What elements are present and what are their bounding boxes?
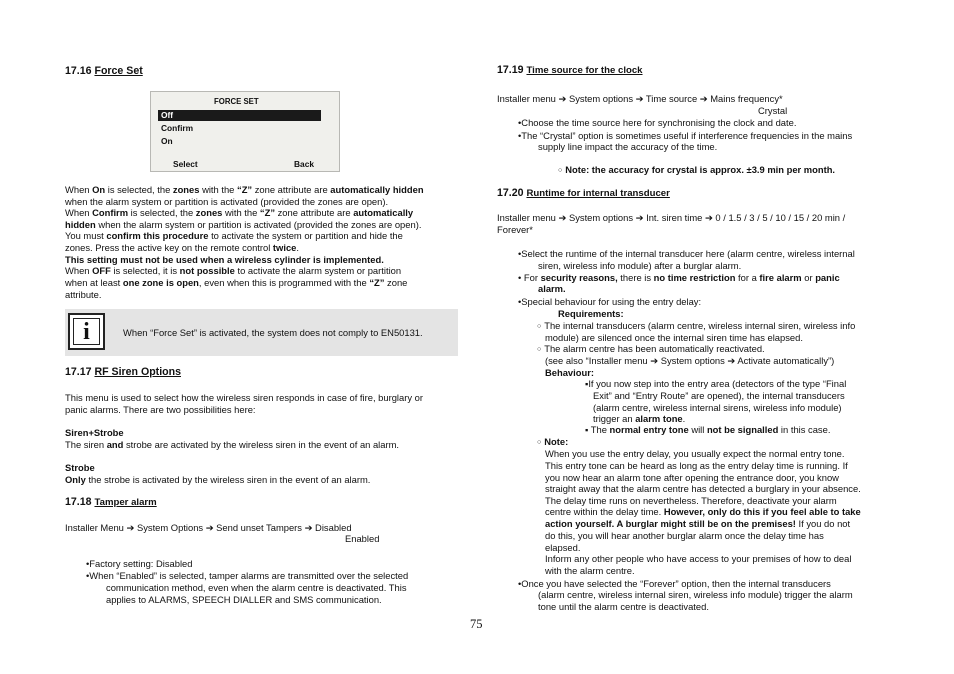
requirement-item: ○ The internal transducers (alarm centre, wireless internal siren, wireless info	[537, 320, 855, 333]
force-set-line	[65, 230, 403, 242]
section-heading-force-set: 17.16 Force Set	[65, 65, 143, 77]
force-set-run: when the alarm system or partition is activated (provided the zones are open).	[95, 219, 422, 230]
note-line: straight away that the alarm centre has detected a burglary in your absence.	[545, 483, 861, 494]
force-set-run: one zone is open	[122, 277, 199, 288]
note-line: elapsed.	[545, 542, 581, 553]
rf-paragraph-line: panic alarms. There are two possibilities here:	[65, 404, 256, 415]
strobe-text: Only the strobe is activated by the wireless siren in the event of an alarm.	[65, 474, 371, 485]
force-set-run: hidden	[65, 219, 96, 230]
note-line: This entry tone can be heard as long as the entry delay time is running. If	[545, 460, 848, 471]
requirement-line: module) are silenced once the internal siren time has elapsed.	[545, 332, 803, 343]
force-set-run: zones	[195, 207, 223, 218]
force-set-run: to activate the alarm system or partition	[234, 265, 402, 276]
tamper-bullet: • Factory setting: Disabled	[86, 558, 192, 570]
force-set-run: Confirm	[92, 207, 129, 218]
siren-strobe-heading: Siren+Strobe	[65, 427, 124, 438]
section-heading-tamper: 17.18 Tamper alarm	[65, 496, 157, 508]
force-set-line	[65, 277, 407, 289]
behaviour-heading: Behaviour:	[545, 367, 594, 378]
display-title: FORCE SET	[214, 97, 259, 106]
force-set-run: with the	[222, 207, 260, 218]
note-line: centre within the delay time. However, only do this if you feel able to take	[545, 506, 861, 517]
force-set-run: “Z”	[259, 207, 276, 218]
runtime-bullet: • Once you have selected the “Forever” option, then the internal transducers	[518, 578, 831, 590]
force-set-run: .	[296, 242, 299, 253]
force-set-run: is selected, it is	[110, 265, 180, 276]
requirements-heading: Requirements:	[558, 308, 624, 319]
time-bullet: • The “Crystal” option is sometimes useful if interference frequencies in the mains	[518, 130, 852, 142]
behaviour-line: Exit” and “Entry Route” are opened), the internal transducers	[593, 390, 845, 401]
force-set-line	[65, 219, 421, 231]
tamper-bullet: • When “Enabled” is selected, tamper alarms are transmitted over the selected	[86, 570, 408, 582]
behaviour-item: ▪ The normal entry tone will not be signalled in this case.	[585, 424, 830, 436]
force-set-run: On	[92, 184, 106, 195]
display-item-off: Off	[158, 110, 321, 121]
runtime-menu-path: Installer menu ➔ System options ➔ Int. siren time ➔ 0 / 1.5 / 3 / 5 / 10 / 15 / 20 min /	[497, 212, 846, 223]
force-set-run: is selected, the	[105, 184, 173, 195]
section-heading-time-source: 17.19 Time source for the clock	[497, 64, 643, 76]
force-set-run: zones. Press the active key on the remote control	[65, 242, 273, 253]
force-set-line	[65, 289, 101, 301]
force-set-run: zone	[384, 277, 408, 288]
note-line: with the alarm centre.	[545, 565, 635, 576]
force-set-line	[65, 254, 384, 266]
display-select-label: Select	[173, 159, 198, 169]
force-set-run: , even when this is programmed with the	[198, 277, 370, 288]
force-set-run: zone attribute are	[275, 207, 354, 218]
tamper-bullet-line: communication method, even when the alarm centre is deactivated. This	[106, 582, 407, 593]
time-note: ○ Note: the accuracy for crystal is approx. ±3.9 min per month.	[558, 164, 835, 177]
runtime-bullet-line: siren, wireless info module) after a burglar alarm.	[538, 260, 742, 271]
force-set-line	[65, 265, 401, 277]
time-bullet: • Choose the time source here for synchronising the clock and date.	[518, 117, 796, 129]
note-line: The delay time runs on nevertheless. Therefore, deactivate your alarm	[545, 495, 837, 506]
force-set-run: automatically hidden	[330, 184, 424, 195]
note-line: you now hear an alarm tone after opening the entrance door, you know	[545, 472, 839, 483]
info-box	[65, 309, 458, 356]
force-set-run: “Z”	[237, 184, 253, 195]
behaviour-line: trigger an alarm tone.	[593, 413, 686, 424]
section-heading-rf-siren: 17.17 RF Siren Options	[65, 366, 181, 378]
force-set-run: This setting must not be used when a wireless cylinder is implemented.	[65, 254, 384, 265]
note-heading: ○ Note:	[537, 436, 568, 449]
force-set-run: twice	[272, 242, 297, 253]
force-set-run: not possible	[179, 265, 235, 276]
force-set-run: When	[65, 207, 93, 218]
time-menu-path: Installer menu ➔ System options ➔ Time source ➔ Mains frequency*	[497, 93, 783, 104]
tamper-enabled-option: Enabled	[345, 533, 380, 544]
force-set-display	[150, 91, 340, 172]
runtime-bullet-line: tone until the alarm centre is deactivated.	[538, 601, 709, 612]
note-line: action yourself. A burglar might still be on the premises! If you do not	[545, 518, 851, 529]
force-set-run: When	[65, 265, 93, 276]
force-set-run: is selected, the	[128, 207, 196, 218]
force-set-run: zones	[172, 184, 200, 195]
force-set-line	[65, 207, 413, 219]
requirement-item: ○ The alarm centre has been automatically reactivated.	[537, 343, 765, 356]
runtime-bullet-line: (alarm centre, wireless internal siren, wireless info module) trigger the alarm	[538, 589, 853, 600]
note-line: When you use the entry delay, you usually expect the normal entry tone.	[545, 448, 845, 459]
force-set-run: with the	[199, 184, 237, 195]
page-number: 75	[470, 617, 483, 631]
time-crystal-option: Crystal	[758, 105, 788, 116]
force-set-run: You must	[65, 230, 107, 241]
force-set-run: when the alarm system or partition is activated (provided the zones are open).	[65, 196, 389, 207]
runtime-bullet: • Select the runtime of the internal transducer here (alarm centre, wireless internal	[518, 248, 855, 260]
info-text: When “Force Set” is activated, the system does not comply to EN50131.	[123, 327, 423, 338]
force-set-run: zone attribute are	[252, 184, 331, 195]
force-set-run: to activate the system or partition and hide the	[208, 230, 403, 241]
section-heading-runtime: 17.20 Runtime for internal transducer	[497, 187, 670, 199]
force-set-run: “Z”	[369, 277, 385, 288]
info-icon: i	[68, 313, 105, 350]
time-bullet-line: supply line impact the accuracy of the time.	[538, 141, 718, 152]
force-set-run: when at least	[65, 277, 123, 288]
force-set-run: automatically	[353, 207, 414, 218]
tamper-bullet-line: applies to ALARMS, SPEECH DIALLER and SMS communication.	[106, 594, 382, 605]
display-item-confirm: Confirm	[161, 123, 194, 133]
behaviour-item: ▪ If you now step into the entry area (detectors of the type “Final	[585, 378, 846, 390]
display-back-label: Back	[294, 159, 315, 169]
force-set-run: When	[65, 184, 93, 195]
force-set-line	[65, 184, 424, 196]
note-line: Inform any other people who have access to your premises of how to deal	[545, 553, 852, 564]
behaviour-line: (alarm centre, wireless internal sirens, wireless info module)	[593, 402, 842, 413]
note-line: do this, you will hear another burglar alarm once the delay time has	[545, 530, 824, 541]
force-set-run: attribute.	[65, 289, 102, 300]
runtime-bullet-line: alarm.	[538, 283, 566, 294]
siren-strobe-text: The siren and strobe are activated by the wireless siren in the event of an alarm.	[65, 439, 400, 450]
force-set-line	[65, 196, 388, 208]
force-set-run: OFF	[92, 265, 111, 276]
runtime-bullet: • Special behaviour for using the entry delay:	[518, 296, 701, 308]
display-item-on: On	[161, 136, 173, 146]
strobe-heading: Strobe	[65, 462, 95, 473]
requirement-line: (see also “Installer menu ➔ System options ➔ Activate automatically”)	[545, 355, 835, 366]
force-set-line	[65, 242, 299, 254]
runtime-bullet: • For security reasons, there is no time restriction for a fire alarm or panic	[518, 272, 840, 284]
tamper-menu-path: Installer Menu ➔ System Options ➔ Send unset Tampers ➔ Disabled	[65, 522, 352, 533]
rf-paragraph-line: This menu is used to select how the wireless siren responds in case of fire, burglary or	[65, 392, 423, 403]
force-set-run: confirm this procedure	[106, 230, 209, 241]
runtime-menu-path-cont: Forever*	[497, 224, 533, 235]
